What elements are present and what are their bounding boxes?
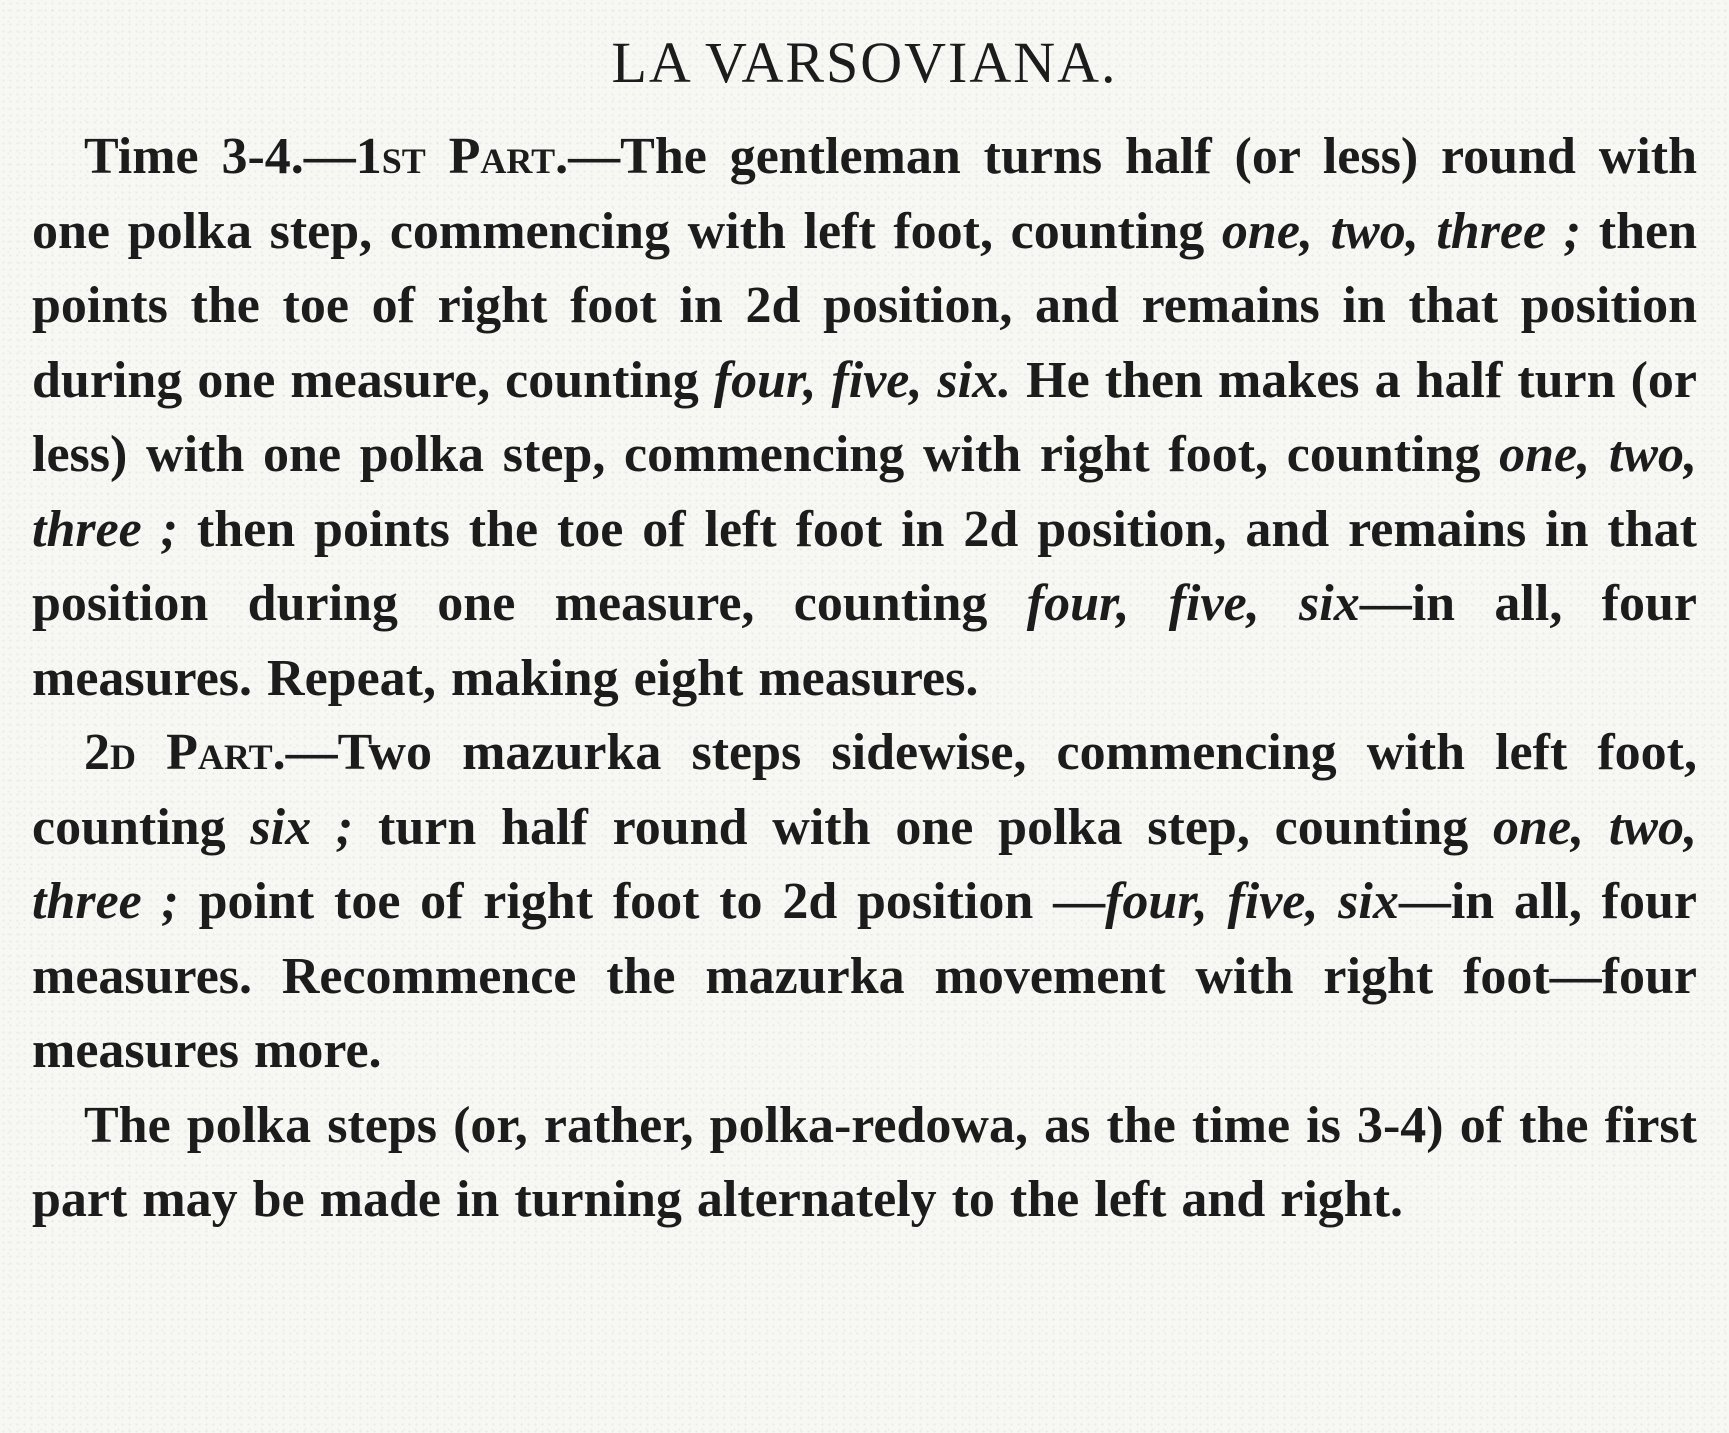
- paragraph-note: [32, 1089, 1697, 1238]
- italic-count: four, five, six.: [713, 351, 1012, 409]
- italic-count: one, two, three ;: [32, 798, 1697, 930]
- text-run: —Two mazurka steps sidewise, commencing with left foot, counting: [32, 724, 1697, 856]
- text-run: —The gentleman turns half (or less) round with one polka step, commencing with left foot, counting: [32, 128, 1697, 260]
- italic-count: four, five, six: [1026, 575, 1360, 632]
- text-run: then points the toe of left foot in 2d position, and remains in that position during one measure, counting: [32, 500, 1697, 632]
- paragraph-second-part: [32, 716, 1697, 1089]
- part-heading: 1st Part.: [355, 128, 569, 185]
- text-run: then points the toe of right foot in 2d position, and remains in that position during one measure, counting: [32, 202, 1697, 409]
- text-run: point toe of right foot to 2d position —: [178, 873, 1106, 930]
- part-heading: 2d Part.: [84, 724, 286, 781]
- document-title: LA VARSOVIANA.: [611, 30, 1118, 95]
- text-run: The polka steps (or, rather, polka-redowa, as the time is 3-4) of the first part may be made in turning alternately to the left and right.: [32, 1096, 1697, 1228]
- paragraph-first-part: [32, 120, 1697, 716]
- text-run: Time 3-4.—: [84, 128, 356, 185]
- italic-count: four, five, six: [1105, 873, 1399, 930]
- text-run: He then makes a half turn (or less) with one polka step, commencing with right foot, counting: [32, 351, 1697, 483]
- italic-count: one, two, three ;: [32, 426, 1697, 558]
- italic-count: six ;: [250, 798, 354, 856]
- text-run: —in all, four measures. Repeat, making eight measures.: [32, 575, 1698, 707]
- italic-count: one, two, three ;: [1221, 202, 1582, 260]
- text-run: turn half round with one polka step, counting: [353, 798, 1494, 856]
- text-run: —in all, four measures. Recommence the mazurka movement with right foot—four measures more.: [32, 873, 1697, 1079]
